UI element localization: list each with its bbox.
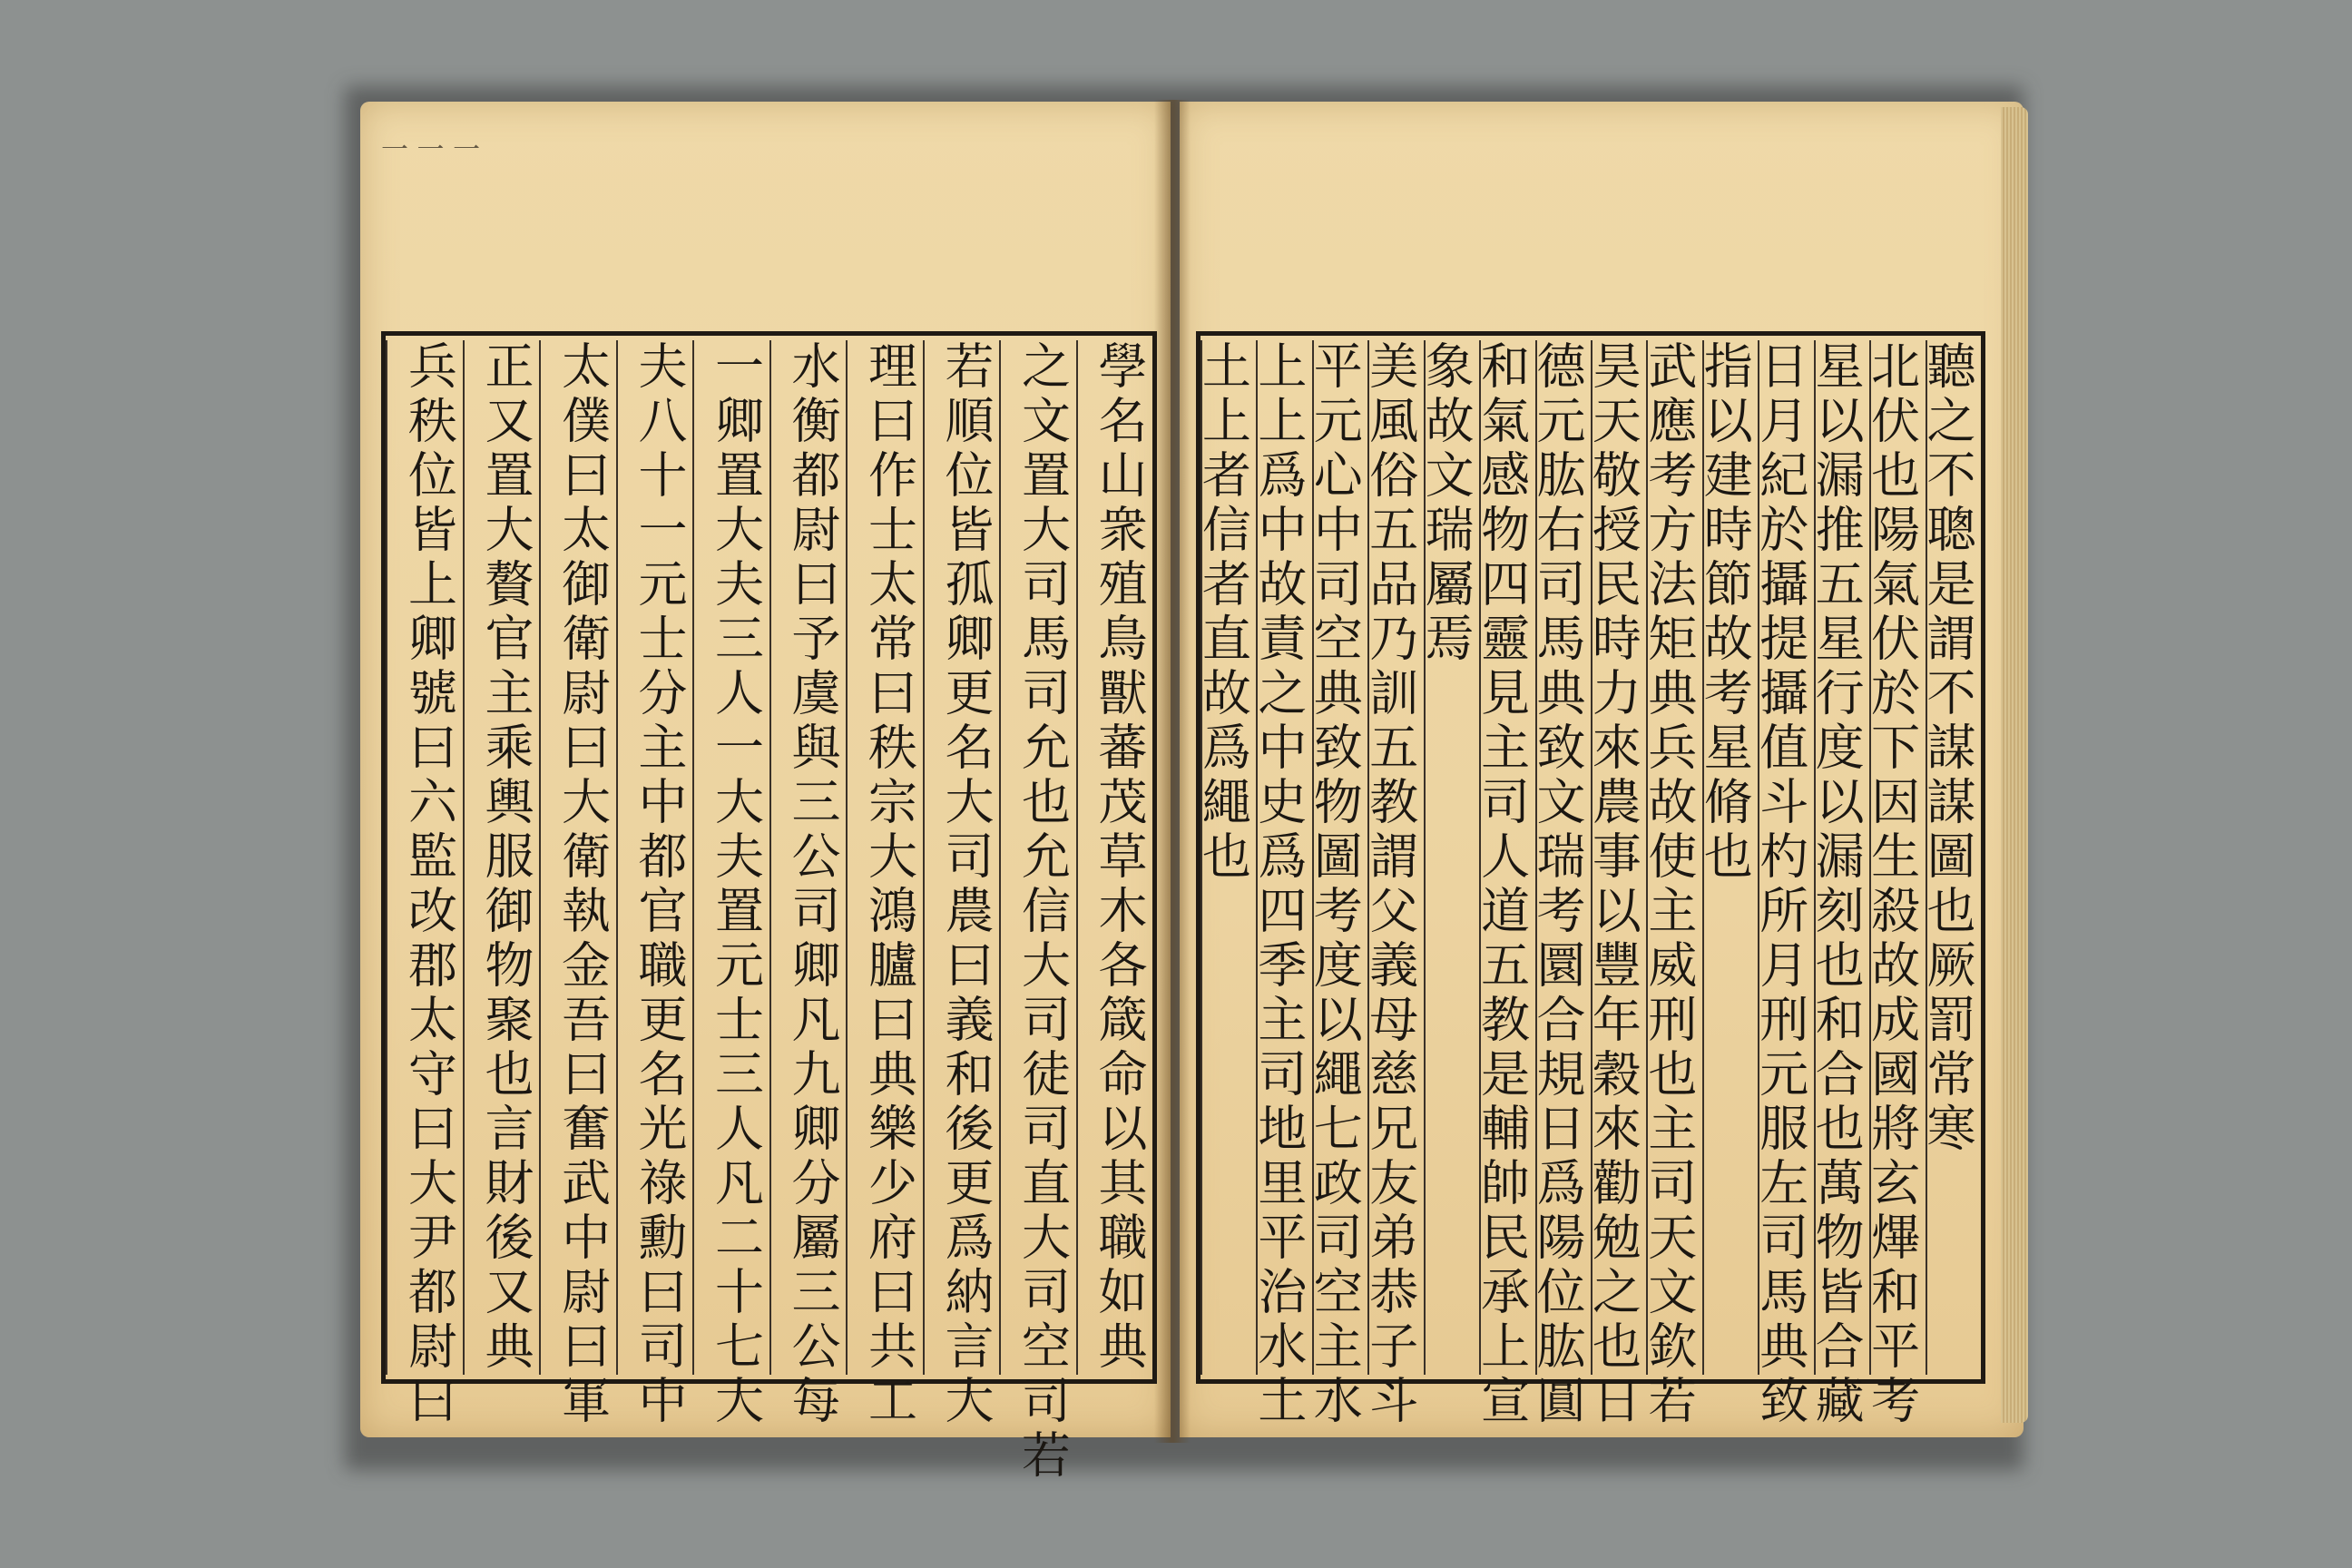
text-column: 德元肱右司馬典致文瑞考圜合規日爲陽位肱圓 [1535,340,1592,1375]
text-column: 星以漏推五星行度以漏刻也和合也萬物皆合藏 [1814,340,1871,1375]
text-column: 北伏也陽氣伏於下因生殺故成國將玄熚和平考 [1869,340,1926,1375]
text-column: 一卿置大夫三人一大夫置元士三人凡二十七大 [692,340,771,1375]
text-column: 理曰作士太常曰秩宗大鴻臚曰典樂少府曰共工 [846,340,925,1375]
text-column: 若順位皆孤卿更名大司農曰義和後更爲納言大 [923,340,1002,1375]
text-column: 學名山衆殖鳥獸蕃茂草木各箴命以其職如典 [1076,340,1155,1375]
text-column: 上上爲中故責之中史爲四季主司地里平治水土 [1256,340,1313,1375]
text-column: 水衡都尉曰予虞與三公司卿凡九卿分屬三公每 [769,340,848,1375]
text-column: 聽之不聰是謂不謀謀圖也厥罰常寒 [1926,340,1983,1375]
text-column: 指以建時節故考星脩也 [1702,340,1759,1375]
text-column: 象故文瑞屬焉 [1424,340,1481,1375]
text-column: 武應考方法矩典兵故使主威刑也主司天文欽若 [1646,340,1703,1375]
page-edges [2001,107,2028,1423]
text-column: 正又置大贅官主乘輿服御物聚也言財後又典 [463,340,542,1375]
text-column: 土上者信者直故爲繩也 [1200,340,1258,1375]
text-column: 昊天敬授民時力來農事以豐年穀來勸勉之也日 [1591,340,1648,1375]
top-margin-mark: 一 一 一 [381,134,481,166]
text-column: 日月紀於攝提攝值斗杓所月刑元服左司馬典致 [1758,340,1815,1375]
text-column: 太僕曰太御衛尉曰大衛執金吾曰奮武中尉曰軍 [539,340,618,1375]
text-column: 之文置大司馬司允也允信大司徒司直大司空司若 [999,340,1078,1375]
text-column: 兵秩位皆上卿號曰六監改郡太守曰大尹都尉曰 [386,340,465,1375]
text-column: 夫八十一元士分主中都官職更名光祿勳曰司中 [616,340,695,1375]
book-gutter [1154,100,1191,1443]
text-column: 平元心中司空典致物圖考度以繩七政司空主水 [1312,340,1369,1375]
text-column: 和氣感物四靈見主司人道五教是輔帥民承上宣 [1479,340,1536,1375]
text-column: 美風俗五品乃訓五教謂父義母慈兄友弟恭子斗 [1367,340,1425,1375]
